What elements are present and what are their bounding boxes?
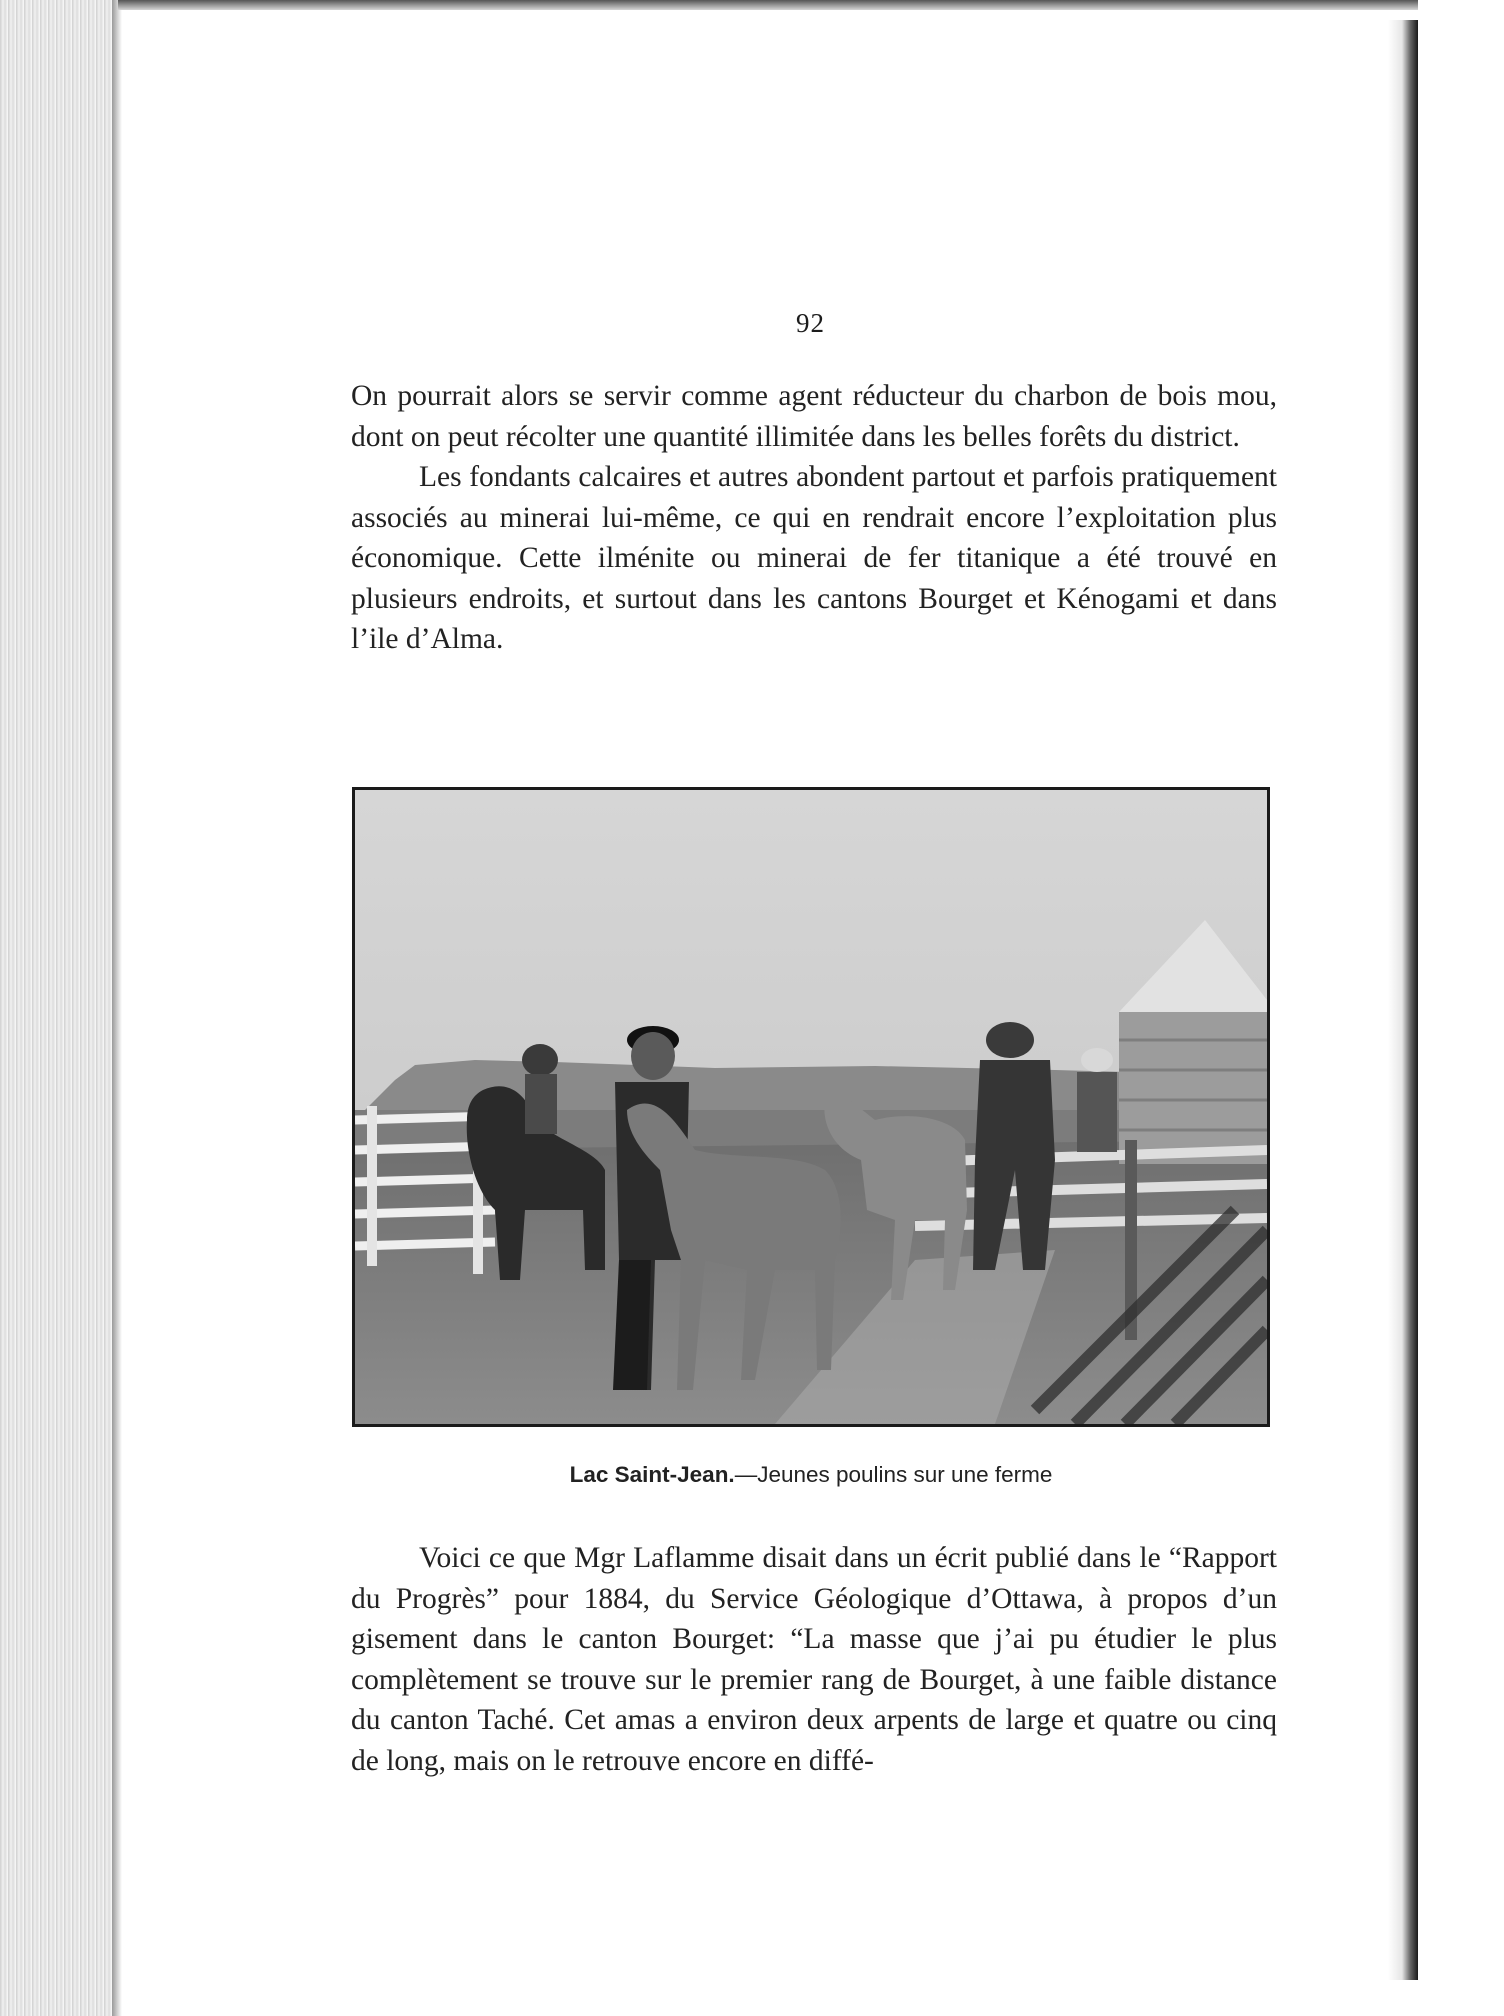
figure-caption bbox=[352, 1462, 1270, 1488]
paragraph: On pourrait alors se servir comme agent réducteur du charbon de bois mou, dont on peut récolter une quantité illimitée dans les belles forêts du district. bbox=[351, 380, 1277, 453]
photograph-young-foals-on-farm bbox=[352, 787, 1270, 1427]
right-page-edge bbox=[1388, 20, 1418, 1980]
top-page-edge bbox=[118, 0, 1418, 10]
photograph-image bbox=[355, 790, 1267, 1424]
paragraph: Voici ce que Mgr Laflamme disait dans un écrit publié dans le “Rapport du Progrès” pour 1884, du Service Géologique d’Ottawa, à propos d’un gisement dans le canton Bourget: “La masse que j’ai pu étudier le plus complètement se trouve sur le premier rang de Bourget, à une faible distance du canton Taché. Cet amas a environ deux arpents de large et quatre ou cinq de long, mais on le retrouve encore en diffé- bbox=[351, 1542, 1277, 1777]
paragraph: Les fondants calcaires et autres abondent partout et parfois pratiquement associés au minerai lui-même, ce qui en rendrait encore l’exploitation plus économique. Cette ilménite ou minerai de fer titanique a été trouvé en plusieurs endroits, et surtout dans les cantons Bourget et Kénogami et dans l’ile d’Alma. bbox=[351, 461, 1277, 655]
right-margin bbox=[1418, 0, 1504, 2016]
caption-text: —Jeunes poulins sur une ferme bbox=[734, 1462, 1053, 1487]
binding-shadow bbox=[112, 0, 122, 2016]
book-page-edges bbox=[0, 0, 118, 2016]
text-block-top bbox=[351, 376, 1277, 660]
caption-place: Lac Saint-Jean. bbox=[569, 1462, 735, 1487]
text-block-bottom bbox=[351, 1538, 1277, 1781]
page-number: 92 bbox=[796, 308, 825, 338]
